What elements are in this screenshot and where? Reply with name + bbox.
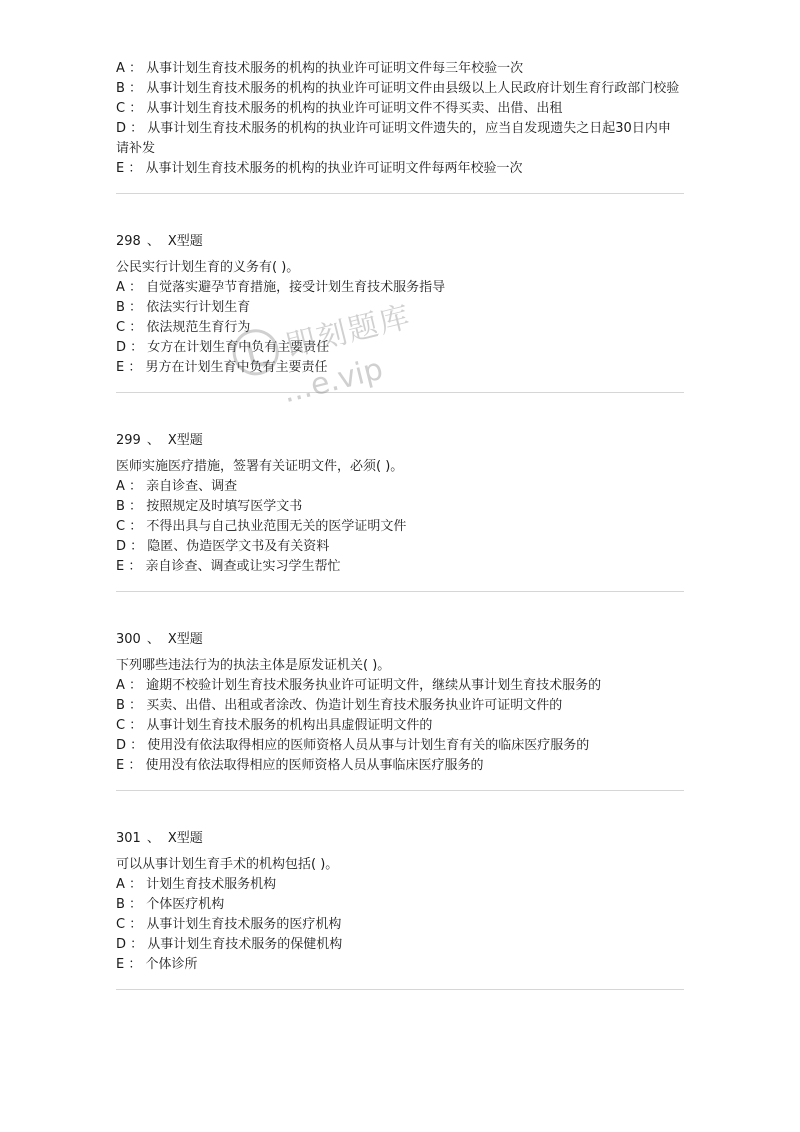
question-separator: 、 — [146, 831, 160, 846]
option-line: A ： 计划生育技术服务机构 — [116, 877, 277, 892]
option-line: D ： 从事计划生育技术服务的保健机构 — [116, 937, 343, 952]
option-line: D ： 隐匿、伪造医学文书及有关资料 — [116, 539, 330, 554]
question-type: X型题 — [167, 632, 203, 647]
option-line: A ： 从事计划生育技术服务的机构的执业许可证明文件每三年校验一次 — [116, 61, 524, 76]
option-line: B ： 按照规定及时填写医学文书 — [116, 499, 303, 514]
option-line: E ： 亲自诊查、调查或让实习学生帮忙 — [116, 559, 341, 574]
question-stem: 公民实行计划生育的义务有( )。 — [116, 260, 300, 275]
option-line: E ： 男方在计划生育中负有主要责任 — [116, 360, 328, 375]
option-line: D ： 使用没有依法取得相应的医师资格人员从事与计划生育有关的临床医疗服务的 — [116, 738, 590, 753]
question-type: X型题 — [167, 234, 203, 249]
option-line: A ： 亲自诊查、调查 — [116, 479, 238, 494]
document-page — [116, 59, 684, 1028]
question-divider — [116, 790, 684, 791]
question-stem: 下列哪些违法行为的执法主体是原发证机关( )。 — [116, 658, 391, 673]
question-block — [116, 232, 684, 378]
question-number: 300 — [116, 632, 141, 647]
question-separator: 、 — [146, 433, 160, 448]
option-line: B ： 买卖、出借、出租或者涂改、伪造计划生育技术服务执业许可证明文件的 — [116, 698, 563, 713]
question-number: 299 — [116, 433, 141, 448]
question-number: 298 — [116, 234, 141, 249]
option-line: C ： 从事计划生育技术服务的机构的执业许可证明文件不得买卖、出借、出租 — [116, 101, 563, 116]
option-line: E ： 从事计划生育技术服务的机构的执业许可证明文件每两年校验一次 — [116, 161, 523, 176]
question-divider — [116, 193, 684, 194]
option-line: B ： 从事计划生育技术服务的机构的执业许可证明文件由县级以上人民政府计划生育行政部门校验 — [116, 81, 680, 96]
option-line: C ： 不得出具与自己执业范围无关的医学证明文件 — [116, 519, 407, 534]
prev-question-options — [116, 59, 684, 179]
question-divider — [116, 989, 684, 990]
option-line: D ： 从事计划生育技术服务的机构的执业许可证明文件遗失的，应当自发现遗失之日起30日内申请补发 — [116, 121, 671, 156]
question-block — [116, 630, 684, 776]
question-type: X型题 — [167, 831, 203, 846]
question-divider — [116, 392, 684, 393]
question-separator: 、 — [146, 234, 160, 249]
question-number: 301 — [116, 831, 141, 846]
option-line: E ： 使用没有依法取得相应的医师资格人员从事临床医疗服务的 — [116, 758, 484, 773]
question-block — [116, 829, 684, 975]
option-line: D ： 女方在计划生育中负有主要责任 — [116, 340, 330, 355]
question-divider — [116, 591, 684, 592]
option-line: C ： 从事计划生育技术服务的机构出具虚假证明文件的 — [116, 718, 433, 733]
question-block — [116, 431, 684, 577]
option-line: B ： 依法实行计划生育 — [116, 300, 251, 315]
option-line: A ： 逾期不校验计划生育技术服务执业许可证明文件，继续从事计划生育技术服务的 — [116, 678, 602, 693]
watermark-url: ...e.vip — [279, 351, 387, 411]
option-line: A ： 自觉落实避孕节育措施，接受计划生育技术服务指导 — [116, 280, 446, 295]
option-line: C ： 依法规范生育行为 — [116, 320, 251, 335]
question-header — [116, 232, 684, 252]
question-separator: 、 — [146, 632, 160, 647]
option-line: C ： 从事计划生育技术服务的医疗机构 — [116, 917, 342, 932]
question-stem: 医师实施医疗措施，签署有关证明文件，必须( )。 — [116, 459, 404, 474]
question-header — [116, 431, 684, 451]
question-header — [116, 829, 684, 849]
watermark-text: 即刻题库 — [282, 299, 415, 365]
question-stem: 可以从事计划生育手术的机构包括( )。 — [116, 857, 339, 872]
question-type: X型题 — [167, 433, 203, 448]
option-line: B ： 个体医疗机构 — [116, 897, 225, 912]
question-header — [116, 630, 684, 650]
option-line: E ： 个体诊所 — [116, 957, 198, 972]
